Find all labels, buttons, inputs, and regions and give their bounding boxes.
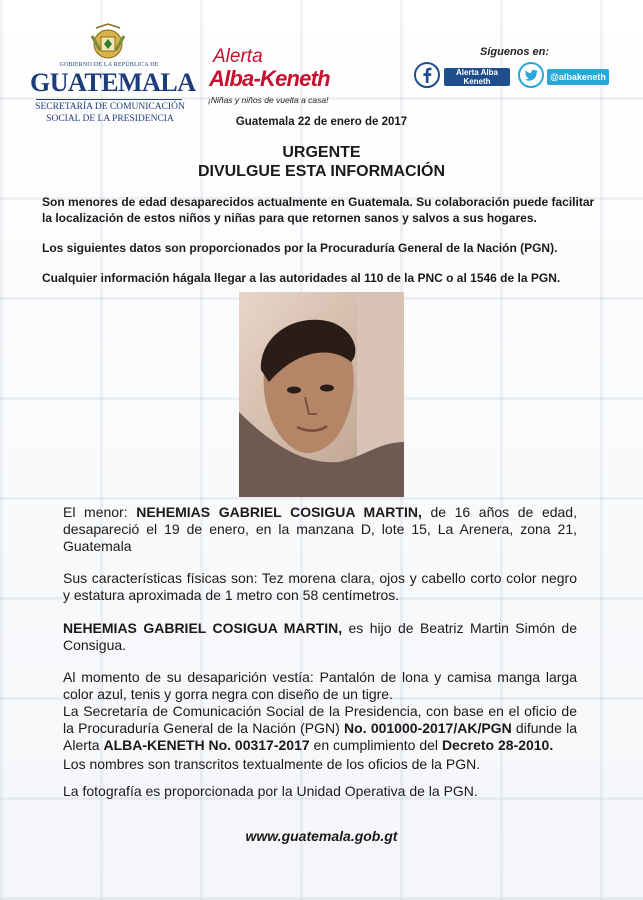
legal-part-2: difunde la Alerta bbox=[63, 720, 577, 753]
government-label: GOBIERNO DE LA REPÚBLICA DE bbox=[59, 62, 159, 68]
twitter-link[interactable]: @albakeneth bbox=[547, 69, 609, 85]
secretaria-line-2: SOCIAL DE LA PRESIDENCIA bbox=[46, 114, 174, 124]
alerta-tagline: ¡Niñas y niños de vuelta a casa! bbox=[208, 95, 329, 105]
country-logo-text: GUATEMALA bbox=[30, 68, 196, 97]
contact-paragraph: Cualquier información hágala llegar a las autoridades al 110 de la PNC o al 1546 de la PGN. bbox=[42, 271, 561, 285]
case-description bbox=[63, 504, 577, 555]
photo-credit: La fotografía es proporcionada por la Unidad Operativa de la PGN. bbox=[63, 783, 478, 799]
facebook-link[interactable]: Alerta Alba Keneth bbox=[444, 68, 510, 86]
parent-info bbox=[63, 620, 577, 654]
legal-part-3: en cumplimiento del bbox=[309, 737, 442, 753]
physical-description: Sus características físicas son: Tez morena clara, ojos y cabello corto color negro y estatura aproximada de 1 metro con 58 centímetros. bbox=[63, 570, 577, 603]
title-divulgue: DIVULGUE ESTA INFORMACIÓN bbox=[197, 163, 446, 180]
seal-icon bbox=[86, 22, 130, 62]
alerta-number: ALBA-KENETH No. 00317-2017 bbox=[103, 737, 310, 753]
source-paragraph: Los siguientes datos son proporcionados por la Procuraduría General de la Nación (PGN). bbox=[42, 241, 558, 255]
legal-notice bbox=[63, 703, 577, 754]
document-date: Guatemala 22 de enero de 2017 bbox=[235, 116, 408, 128]
names-note: Los nombres son transcritos textualmente de los oficios de la PGN. bbox=[63, 756, 481, 772]
intro-paragraph: Son menores de edad desaparecidos actualmente en Guatemala. Su colaboración puede facilitar la localización de estos niños y niñas para que retornen sanos y salvos a sus hogares. bbox=[42, 195, 595, 225]
alerta-logo-word: Alerta bbox=[213, 46, 263, 67]
menor-prefix: El menor: bbox=[63, 504, 137, 520]
decreto-reference: Decreto 28-2010. bbox=[441, 737, 554, 753]
oficio-number: No. 001000-2017/AK/PGN bbox=[344, 720, 512, 736]
child-name-repeat: NEHEMIAS GABRIEL COSIGUA MARTIN, bbox=[63, 620, 343, 636]
twitter-icon[interactable] bbox=[518, 62, 544, 88]
parent-details: es hijo de Beatriz Martin Simón de Consigua. bbox=[63, 620, 577, 653]
child-name: NEHEMIAS GABRIEL COSIGUA MARTIN, bbox=[136, 504, 422, 520]
website-link[interactable]: www.guatemala.gob.gt bbox=[245, 828, 398, 844]
menor-details: de 16 años de edad, desapareció el 19 de enero, en la manzana D, lote 15, La Arenera, zona 21, Guatemala bbox=[63, 504, 577, 554]
missing-person-photo bbox=[239, 292, 404, 497]
facebook-icon[interactable] bbox=[414, 62, 440, 88]
clothing-description: Al momento de su desaparición vestía: Pantalón de lona y camisa manga larga color azul, tenis y gorra negra con diseño de un tigre. bbox=[63, 669, 577, 702]
follow-label: Síguenos en: bbox=[480, 46, 550, 58]
title-urgent: URGENTE bbox=[282, 144, 361, 161]
legal-part-1: La Secretaría de Comunicación Social de la Presidencia, con base en el oficio de la Procuraduría General de la Nación (PGN) bbox=[63, 703, 577, 736]
logo-divider bbox=[36, 99, 182, 100]
secretaria-line-1: SECRETARÍA DE COMUNICACIÓN bbox=[35, 102, 185, 112]
alerta-logo-name: Alba-Keneth bbox=[209, 66, 330, 91]
